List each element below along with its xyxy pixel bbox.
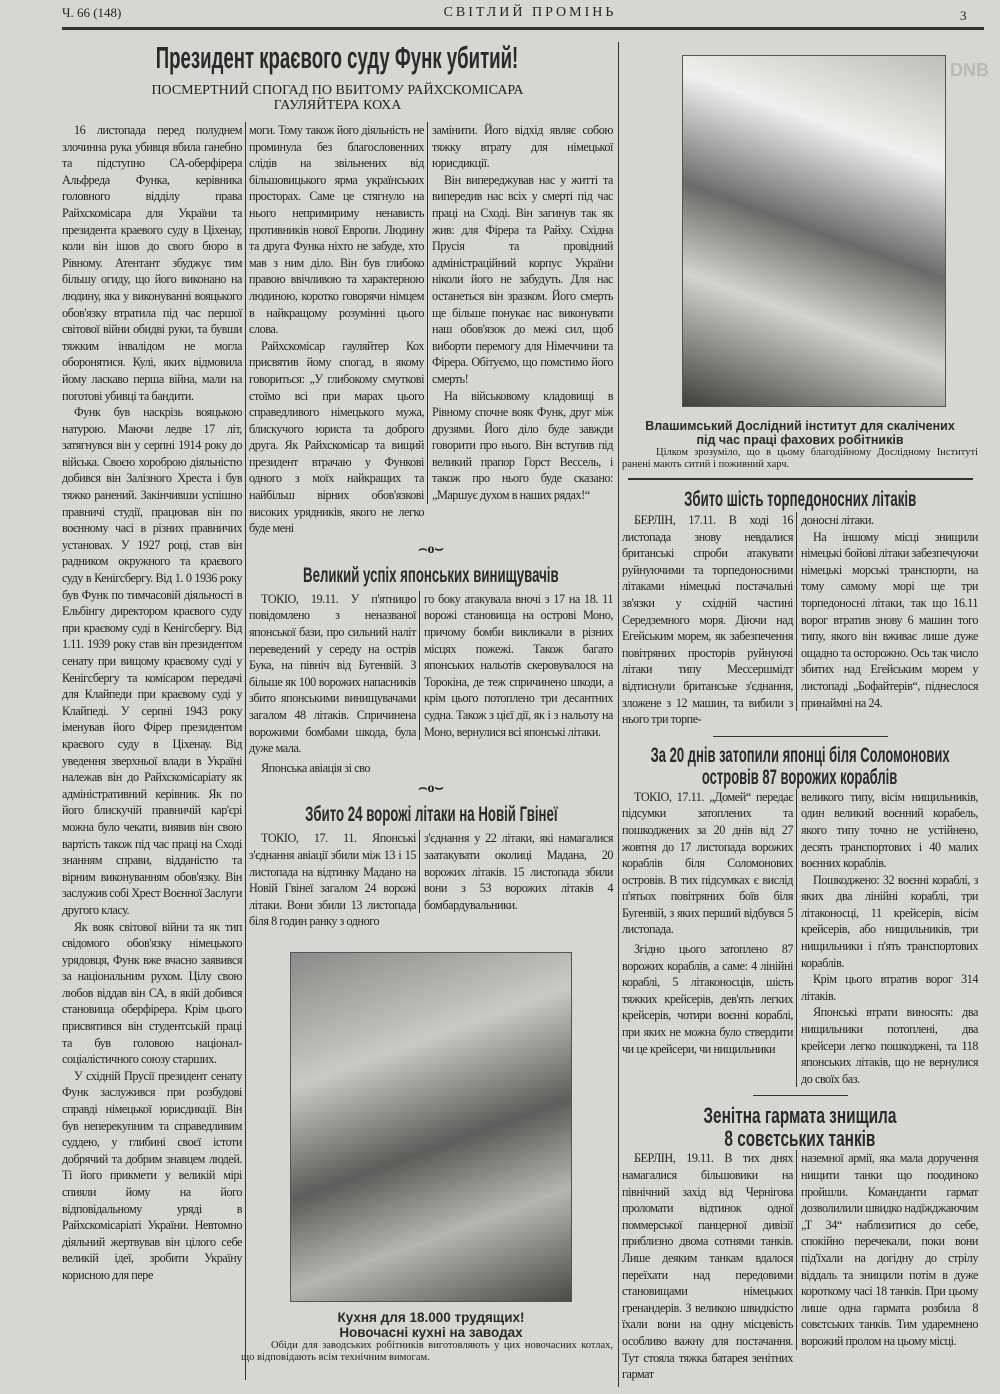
paragraph: го боку атакувала вночі з 17 на 18. 11 ворожі становища на острові Моно, причому бомби викликали в різних місцях пожежі. Також багато японських нальотів скеровувалося на Торокіна, де теж спричинено шкоди, а крім цього потоплено три десантних судна. Також з цієї дії, як і з нальоту на Моно, вернулися всі японські літаки. (424, 591, 613, 739)
paragraph: Японські втрати виносять: два нищильники потоплені, два крейсери легко пошкоджені, та 118 японських літаків, що не вернулися до своїх баз. (801, 1005, 978, 1086)
guinea-article (249, 830, 613, 930)
paragraph: Японська авіація зі сво (261, 760, 371, 775)
headline-line: островів 87 ворожих кораблів (702, 765, 898, 789)
paragraph: Згідно цього затоплено 87 ворожих кораблів, а саме: 4 лінійні кораблі, 5 літаконосців, шість тяжких крейсерів, дев'ять легких крейсерів, чотири воєнні кораблі, при яких не можна було ствердити чи це крейсери, чи нищильники (622, 942, 793, 1056)
funk-continuation (249, 122, 613, 537)
paragraph: БЕРЛІН, 17.11. В ході 16 листопада знову невдалися британські спроби атакувати руйнуючими та торпедоносними літаками німецькі постачальні зв'язки у східній частині Середземного моря. Діючи над Егейським морем, як забезпечення повітряних просторів руйнуючі літаки типу Мессершмідт відтиснули британське з'єднання, зложене з 12 машин, та вибили з нього три торпе- (622, 513, 793, 727)
solomon-headline (622, 745, 978, 789)
paragraph: з'єднання у 22 літаки, які намагалися заатакувати околиці Мадана, 20 ворожих літаків. 15 листопада збили вони з 53 ворожих літаків 4 бомбардувальники. (424, 831, 613, 912)
headline-line: Зенітна гармата знищила (703, 1103, 897, 1129)
dnb-stamp: DNB (950, 60, 989, 80)
section-rule (713, 736, 888, 737)
caption-title-line: Новочасні кухні на заводах (339, 1324, 523, 1340)
issue-number: Ч. 66 (148) (62, 5, 122, 20)
funk-subhead (60, 83, 615, 113)
paragraph: Як вояк світової війни та як тип свідомого обов'язку німецького урядовця, Функ вже вчасно заявився за національним рухом. Цілу свою любов віддав він СА, в якій добився становища оберфірера. Крім цього присвятився він студентській праці та був головою націонал-соціалістичного союзу старших. (62, 919, 242, 1067)
newspaper-title: СВІТЛИЙ ПРОМІНЬ (443, 5, 617, 20)
funk-column-3 (427, 122, 613, 504)
paragraph: Крім цього втратив ворог 314 літаків. (801, 972, 978, 1003)
paragraph: ТОКІО, 17. 11. Японські з'єднання авіації збили між 13 і 15 листопада на відтинку Мадано на Новій Гвінеї загалом 24 ворожі літаки. Вони збили 13 листопада біля 8 годин ранку з одного (249, 831, 416, 929)
headline-line: 8 совєтських танків (724, 1126, 876, 1152)
institute-caption: Цілком зрозуміло, що в цьому благодійному Дослідному Інституті ранені мають ситий і поживний харч. (622, 447, 978, 470)
flak-right-column (796, 1150, 978, 1349)
caption-title-line: Кухня для 18.000 трудящих! (337, 1309, 525, 1325)
kitchen-photo (290, 952, 572, 1302)
paragraph: Функ був наскрізь вояцькою натурою. Маючи ледве 17 літ, затягнувся він у серпні 1914 року до війська. Своєю хороброю діяльністю добився він Залізного Хреста і був тяжко ранений. Закінчивши успішно правничі студії, працював він по воєнному часі в різних правничих установах. У 1927 році, став він радником окружного та краєвого суду в Кенігсбергу. Від 1. 0 1936 року був Функ по тимчасовій діяльності в Ельбінгу директором краєвого суду при краєвому суді в Кенігсбергу. Від 1.11. 1939 року став він президентом сенату при вищому краєвому суді у Кенігсбергу та комісаром передачі для Клайпеди при краєвому суді у Клайпеді. У серпні 1943 року іменував його Фірер президентом краєвого суду в Ціхенау. Від уведення зверхньої влади в Україні належав він до Райхскомісаріату як адміністративний керівник. Як по його блискучій правничій кар'єрі можна було чекати, виявив він свою вартість також під час праці на Сході знанням справи, відданістю та вірним виконуванням обов'язку. Він заслужив собі Хрест Воєнної Заслуги другого класу. (62, 405, 242, 917)
paragraph: наземної армії, яка мала доручення нищити танки що поодиноко пройшли. Команданти гармат дозволилили швидко надїжджаючим „Т 34“ наблизитися до себе, спокійно перечекали, поки вони під'їхали на догідну до стрілу віддаль та знищили потім в дуже короткому часі 18 танків. При цьому лише одна гармата розбила 8 совєтських танків. Тим ударемнено ворожий пролом на цьому місці. (801, 1151, 978, 1348)
institute-photo (682, 55, 946, 407)
paragraph: замінити. Його відхід являє собою тяжку втрату для німецької юрисдикції. (432, 123, 613, 171)
page-number: 3 (960, 8, 967, 23)
caption-title-line: під час праці фахових робітників (696, 433, 904, 447)
solomon-article (622, 789, 978, 1088)
column-rule (245, 122, 246, 1380)
torpedo-headline: Збито шість торпедоносних літаків (683, 488, 917, 511)
paragraph: великого типу, вісім нищильників, один великий воєнний корабель, якого типу точно не устійнено, десять транспортових і 40 малих воєнних кораблів. (801, 789, 978, 871)
funk-column-1 (62, 122, 242, 1284)
paragraph: БЕРЛІН, 19.11. В тих днях намагалися більшовики на північний захід від Чернігова проломати відтинок одної поммерської панцерної дивізії приблизно двома сотнями танків. Лише деяким танкам вдалося переїхати над передовими становищами німецьких гренандерів. З великою швидкістю їхали вони на одну місцевість особливо важну для постачання. Тут стояла тяжка батарея зенітних гармат (622, 1151, 793, 1382)
japan-article (249, 591, 613, 777)
paragraph: моги. Тому також його діяльність не проминула без благословенних слідів на звільнених від більшовицького ярма українських просторах. Саме це стягнуло на нього непримириму ненависть противників нової Европи. Людину та друга Функа ніхто не забуде, хто мав з ним діло. Він був глибоко правою ввічливою та характерною людиною, коротко говорячи німцем в найкращому розумінні цього слова. (249, 123, 424, 337)
ornament-divider: ⌢o⌣ (418, 541, 444, 557)
funk-headline: Президент краєвого суду Функ убитий! (156, 40, 519, 75)
paragraph: Райхскомісар гауляйтер Кох присвятив йому спогад, в якому говориться: „У глибокому смуткові стоїмо всі при марах цього справедливого німецького мужа, блискучого юриста та доброго друга. Як Райхскомісар та вищий президент втрачаю у Функові одного з моїх найкращих та найбільш вірних обов'язкові високих урядників, якого не легко буде мені (249, 338, 424, 536)
subhead-line: ГАУЛЯЙТЕРА КОХА (273, 98, 402, 113)
header-rule (62, 27, 984, 30)
caption-title-line: Влашимський Дослідний інститут для скалічених (645, 419, 955, 433)
column-rule (618, 42, 619, 1387)
guinea-left-column (249, 830, 419, 930)
subhead-line: ПОСМЕРТНИЙ СПОГАД ПО ВБИТОМУ РАЙХСКОМІСАРА (151, 83, 524, 98)
japan-left-column (249, 591, 419, 777)
flak-left-column (622, 1150, 796, 1382)
paragraph: Він випереджував нас у житті та випередив нас всіх у смерті під час праці на Сході. Він загинув так як жив: для Фірера та Райху. Східна Прусія та провідний адміністраційний корпус України ніколи його не забудуть. Для нас останеться він зразком. Його смерть ще більше понукає нас виконувати наш обов'язок до межі сил, щоб виборти перемогу для Німеччини та Фірера. Обітуємо, що помстимо його смерть! (432, 172, 613, 386)
torpedo-right-column (796, 512, 978, 711)
paragraph: На військовому кладовищі в Рівному спочне вояк Функ, друг між друзями. Його діло буде завжди говорити про нього. Він вступив під великий прапор Горст Вессель, і також про нього буде сказано: „Маршує духом в наших рядах!“ (432, 388, 613, 503)
kitchen-caption: Обіди для заводських робітників виготовляють у цих новочасних котлах, що відповідають всім технічним вимогам. (241, 1339, 613, 1364)
institute-caption-title (622, 419, 978, 447)
guinea-headline: Збито 24 ворожі літаки на Новій Гвінеї (304, 803, 558, 827)
japan-right-column (419, 591, 613, 740)
paragraph: доносні літаки. (801, 513, 874, 527)
guinea-right-column (419, 830, 613, 913)
section-rule (753, 1095, 848, 1096)
headline-line: За 20 днів затопили японці біля Соломонових (650, 743, 950, 767)
kitchen-caption-title (249, 1310, 613, 1340)
torpedo-left-column (622, 512, 796, 728)
middle-section (241, 122, 613, 1365)
right-section (622, 55, 978, 1383)
section-rule (628, 478, 973, 480)
paragraph: 16 листопада перед полуднем злочинна рука убивця вбила ганебно та підступно СА-оберфірера Альфреда Функа, керівника головного відділу права Райхскомісара для України та президента краевого суду в Ціхенау, коли він ішов до свого бюро в Рівному. Атентант збуджує тим більшу огиду, що його виконано на людину, яка у виконуванні вояцького обов'язку втратила під час першої світової війни обидві руки, та бувши тяжким інвалідом не могла оборонятися. Кулі, яких відмовила йому ласкаво перша війна, мали на поготові убивці та бандити. (62, 123, 242, 403)
paragraph: Пошкоджено: 32 воєнні кораблі, з яких два лінійні кораблі, три літаконосці, 11 крейсерів, вісім крейсерів, або нищильників, три нищильники і п'ять транспортових кораблів. (801, 872, 978, 970)
torpedo-article (622, 512, 978, 728)
paragraph: ТОКІО, 17.11. „Домей“ передає підсумки затоплених та пошкоджених за 20 днів від 27 жовтня до 17 листопада ворожих кораблів біля Соломонових островів. В тих підсумках є вислід п'ятьох повітряних боїв біля Бугенвій, з яких перший відбувся 5 листопада. (622, 789, 793, 937)
solomon-right-column (796, 789, 978, 1088)
paragraph: На іншому місці знищили німецькі бойові літаки забезпечуючи німецькі морські транспорти, на тому самому морі ще три торпедоносні літаки, так що 16.11 ворог втратив знову 6 машин того типу, якого він вживає лише дуже ощадно та осторожно. Ось так число збитих над Егейським морем у листопаді „Бофайтерів“, піднеслося принаймні на 24. (801, 529, 978, 710)
japan-headline: Великий успіх японських винищувачів (303, 563, 559, 587)
solomon-left-column (622, 789, 796, 1058)
flak-article (622, 1150, 978, 1382)
flak-headline (622, 1104, 978, 1150)
paragraph: ТОКІО, 19.11. У п'ятницю повідомлено з неназваної японської бази, про сильний наліт переведений у середу на острів Бука, на північ від Бугенвій. З більше як 100 ворожих напасників збито японськими винищувачами загалом 48 літаків. Спричинена ворожими бомбами шкода, була дуже мала. (249, 591, 416, 756)
funk-column-2 (249, 122, 427, 537)
paragraph: У східній Прусії президент сенату Функ заслужився при розбудові справді німецької юрисдикції. Він був неперекупним та справедливим суддею, у глибині своєї істоти добрячий та добрим знавцем людей. Ті його прикмети у великій мірі спияли йому на його відповідальному уряді в Райхскомісаріаті України. Невтомно діяльний жертвував він цілого себе великій ідеї, зробити Україну корисною для пере (62, 1068, 242, 1282)
ornament-divider: ⌢o⌣ (418, 781, 444, 797)
